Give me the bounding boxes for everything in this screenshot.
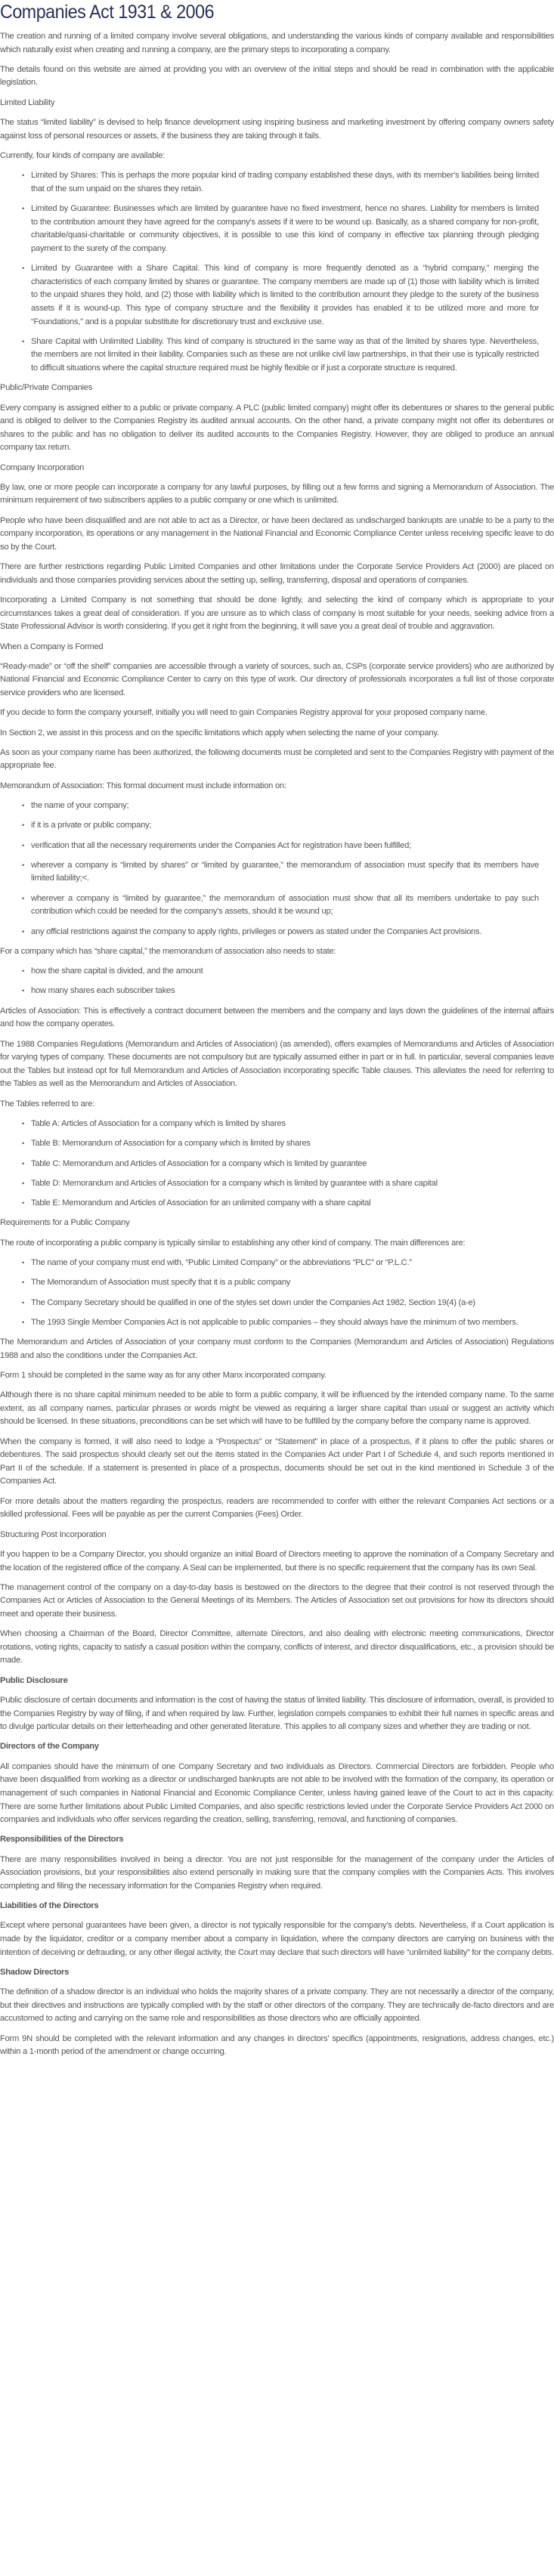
bullet-icon: • [22,967,24,976]
paragraph: Except where personal guarantees have been given, a director is not typically responsible for the company's debts. Nevertheless, if a Court application is made by the liquidator, creditor or a company member about a company in liquidation, where the company directors are carrying on business with the intention of deceiving or defrauding, or any other illegal activity, the Court may declare that such directors will have “unlimited liability” for the company debts. [0,1921,554,1957]
paragraph: The definition of a shadow director is an individual who holds the majority shares of a private company. They are not necessarily a director of the company, but their directives and instructions are typically complied with by the staff or other directors of the company. They are technically de-facto directors and are accustomed to acting and carrying on the same role and responsibilities as those directors who are officially appointed. [0,1987,554,2024]
list-item: • if it is a private or public company; [31,819,554,833]
bullet-icon: • [22,861,24,869]
paragraph: If you decide to form the company yourself, initially you will need to gain Companies Registry approval for your proposed company name. [0,708,487,718]
list-item: • wherever a company is “limited by guarantee,” the memorandum of association must show that all its members undertake to pay such contribution which could be needed for the company's assets, should it be wound up; [22,893,539,917]
public-requirements-list [0,1257,554,1329]
list-item: • wherever a company is “limited by shares” or “limited by guarantee,” the memorandum of association must specify that its members have limited liability;<. [22,860,539,883]
paragraph: Form 9N should be completed with the relevant information and any changes in directors' specifics (appointments, resignations, address changes, etc.) within a 1-month period of the amendment or change occurring. [0,2033,554,2057]
paragraph: If you happen to be a Company Director, you should organize an initial Board of Directors meeting to approve the nomination of a Company Secretary and the location of the registered office of the company. A Seal can be implemented, but there is no specific requirement that the company has its own Seal. [0,1549,554,1573]
bullet-icon: • [22,264,24,273]
section-heading-formed: When a Company is Formed [0,642,104,651]
paragraph: When the company is formed, it will also need to lodge a “Prospectus” or “Statement” in place of a prospectus, if it plans to offer the public shares or debentures. The said prospectus should clearly set out the items stated in the Companies Act under Part I of Schedule 4, and such reports mentioned in Part II of the schedule. If a statement is presented in place of a prospectus, documents should be set out in the kind mentioned in Schedule 3 of the Companies Act. [0,1436,554,1486]
paragraph: Incorporating a Limited Company is not something that should be done lightly, and selecting the kind of company which is appropriate to your circumstances takes a great deal of consideration. If you are unsure as to which class of company is most suitable for your needs, seeking advice from a State Professional Advisor is worth considering. If you get it right from the beginning, it will save you a great deal of trouble and aggravation. [0,595,554,632]
section-heading-shadow-directors: Shadow Directors [0,1967,70,1977]
paragraph: All companies should have the minimum of one Company Secretary and two individuals as Directors. Commercial Directors are forbidden. People who have been disqualified from working as a director or undischarged bankrupts are not able to be involved with the formation of the company, its operation or management of such companies in National Financial and Economic Compliance Center, unless having gained leave of the Court to act in this capacity. There are some further limitations about Public Limited Companies, and also specific restrictions levied under the Corporate Service Providers Act 2000 on companies and individuals who offer services regarding the creation, selling, transferring, removal, and functioning of companies. [0,1761,554,1825]
paragraph: For more details about the matters regarding the prospectus, readers are recommended to confer with either the relevant Companies Act sections or a skilled professional. Fees will be payable as per the current Companies (Fees) Order. [0,1496,554,1520]
paragraph: There are further restrictions regarding Public Limited Companies and other limitations under the Corporate Service Providers Act (2000) are placed on individuals and those companies providing services about the setting up, selling, transferring, disposal and operations of companies. [0,562,554,585]
paragraph: Form 1 should be completed in the same way as for any other Manx incorporated company. [0,1370,327,1380]
section-heading-limited-liability: Limited Liability [0,97,55,107]
list-item: • any official restrictions against the company to apply rights, privileges or powers as stated under the Companies Act provisions. [31,926,554,939]
list-item: • Limited by Guarantee with a Share Capital. This kind of company is more frequently denoted as a “hybrid company,” merging the characteristics of each company limited by shares or guarantee. The company members are made up of (1) those with liability which is limited to the unpaid shares they hold, and (2) those with liability which is limited to the contribution amount they pledge to the surety of the business assets if it is wound-up. This type of company structure and the flexibility it provides has enabled it to be utilized more and more for “Foundations,” and is a popular substitute for discretionary trust and exclusive use. [22,264,539,326]
paragraph: For a company which has “share capital,” the memorandum of association also needs to state: [0,946,336,956]
bullet-icon: • [22,172,24,180]
paragraph: Articles of Association: This is effectively a contract document between the members and the company and lays down the guidelines of the internal affairs and how the company operates. [0,1006,554,1029]
list-item: • the name of your company; [31,799,554,813]
paragraph: As soon as your company name has been authorized, the following documents must be completed and sent to the Companies Registry with payment of the appropriate fee. [0,747,554,771]
paragraph: Memorandum of Association: This formal document must include information on: [0,781,286,790]
paragraph: The Tables referred to are: [0,1099,94,1109]
list-item: • Table E: Memorandum and Articles of Association for an unlimited company with a share capital [31,1197,554,1211]
paragraph: Every company is assigned either to a public or private company. A PLC (public limited company) might offer its debentures or shares to the general public and is obliged to deliver to the Companies Registry its audited annual accounts. On the other hand, a private company might not offer its debentures or shares to the public and has no obligation to deliver its audited accounts to the Companies Registry. However, they are obliged to produce an annual company tax return. [0,403,554,453]
bullet-icon: • [22,1298,24,1307]
list-item: • how many shares each subscriber takes [31,985,554,998]
bullet-icon: • [22,1179,24,1187]
paragraph: The Memorandum and Articles of Association of your company must conform to the Companies (Memorandum and Articles of Association) Regulations 1988 and also the conditions under the Companies Act. [0,1337,554,1360]
tables-list [0,1118,554,1211]
bullet-icon: • [22,205,24,213]
list-item: • Table A: Articles of Association for a company which is limited by shares [31,1118,554,1131]
bullet-icon: • [22,927,24,935]
section-heading-incorporation: Company Incorporation [0,462,85,472]
intro-paragraph: The details found on this website are aimed at providing you with an overview of the initial steps and should be read in combination with the applicable legislation. [0,64,554,88]
section-heading-directors: Directors of the Company [0,1742,99,1752]
bullet-icon: • [22,337,24,345]
section-heading-responsibilities: Responsibilities of the Directors [0,1835,124,1845]
list-item: • The Company Secretary should be qualified in one of the styles set down under the Companies Act 1982, Section 19(4) (a-e) [31,1297,554,1310]
paragraph: There are many responsibilities involved in being a director. You are not just responsible for the management of the company under the Articles of Association provisions, but your responsibilities also extend personally in making sure that the company complies with the Companies Acts. This involves completing and filing the necessary information for the Companies Registry when required. [0,1854,554,1891]
list-item: • Table B: Memorandum of Association for a company which is limited by shares [31,1137,554,1151]
paragraph: The management control of the company on a day-to-day basis is bestowed on the directors to the degree that their control is not reserved through the Companies Act or Articles of Association to the General Meetings of its Members. The Articles of Association set out provisions for how its directors should meet and operate their business. [0,1582,554,1619]
paragraph: When choosing a Chairman of the Board, Director Committee, alternate Directors, and also dealing with electronic meeting communications, Director rotations, voting rights, capacity to satisfy a casual position within the company, conflicts of interest, and director disqualifications, etc., a provision should be made. [0,1629,554,1665]
bullet-icon: • [22,1258,24,1266]
paragraph: Currently, four kinds of company are available: [0,150,166,160]
list-item: • Limited by Shares: This is perhaps the more popular kind of trading company established these days, with its member's liabilities being limited that of the sum unpaid on the shares they retain. [22,171,539,193]
bullet-icon: • [22,1119,24,1127]
paragraph: Although there is no share capital minimum needed to be able to form a public company, it will be influenced by the intended company name. To the same extent, as all company names, particular phrases or words might be viewed as requiring a larger share capital than usual or suggest an activity which should be licensed. In these situations, preconditions can be set which will have to be fulfilled by the company before the company name is approved. [0,1390,554,1427]
list-item: • The 1993 Single Member Companies Act is not applicable to public companies – they should always have the minimum of two members. [31,1316,554,1330]
section-heading-public-requirements: Requirements for a Public Company [0,1218,130,1228]
list-item: • how the share capital is divided, and the amount [31,965,554,979]
intro-paragraph: The creation and running of a limited company involve several obligations, and understanding the various kinds of company available and responsibilities which naturally exist when creating and running a company, are the primary steps to incorporating a company. [0,32,554,54]
bullet-icon: • [22,841,24,849]
section-heading-public-disclosure: Public Disclosure [0,1675,68,1685]
paragraph: By law, one or more people can incorporate a company for any lawful purposes, by filling out a few forms and signing a Memorandum of Association. The minimum requirement of two subscribers applies to a public company or one which is unlimited. [0,482,554,506]
bullet-icon: • [22,802,24,810]
share-capital-list [0,965,554,998]
bullet-icon: • [22,1140,24,1148]
bullet-icon: • [22,1159,24,1167]
list-item: • Share Capital with Unlimited Liability. This kind of company is structured in the same way as that of the limited by shares type. Nevertheless, the members are not limited in their liability. Companies such as these are not unlike civil law partnerships, in that their use is typically restricted to difficult situations where the capital structure required must be highly flexible or if just a corporate structure is required. [22,336,539,373]
paragraph: Public disclosure of certain documents and information is the cost of having the status of limited liability. This disclosure of information, overall, is provided to the Companies Registry by way of filing, if and when required by law. Further, legislation compels companies to exhibit their full names in specific areas and to divulge particular details on their letterheading and other generated literature. This applies to all company sizes and whether they are trading or not. [0,1696,554,1732]
list-item: • Table D: Memorandum and Articles of Association for a company which is limited by guarantee with a share capital [31,1177,554,1191]
company-kinds-list [0,169,554,375]
bullet-icon: • [22,1199,24,1208]
paragraph: The status “limited liability” is devised to help finance development using inspiring business and marketing investment by offering company owners safety against loss of personal resources or assets, if the business they are taking through it fails. [0,118,554,141]
list-item: • verification that all the necessary requirements under the Companies Act for registration have been fulfilled; [31,840,554,853]
section-heading-public-private: Public/Private Companies [0,383,93,393]
paragraph: The 1988 Companies Regulations (Memorandum and Articles of Association) (as amended), offers examples of Memorandums and Articles of Association for varying types of company. These documents are not compulsory but are typically assumed either in part or in full. In particular, several companies leave out the Tables but instead opt for full Memorandum and Articles of Association incorporating specific Table clauses. This alleviates the need for referring to the Tables as well as the Memorandum and Articles of Association. [0,1039,554,1089]
section-heading-liabilities: Liabilities of the Directors [0,1901,99,1911]
paragraph: “Ready-made” or “off the shelf” companies are accessible through a variety of sources, such as, CSPs (corporate service providers) who are authorized by National Financial and Economic Compliance Center to carry on this type of work. Our directory of professionals incorporates a full list of those corporate service providers who are licensed. [0,661,554,698]
section-heading-post-incorporation: Structuring Post Incorporation [0,1529,107,1539]
bullet-icon: • [22,894,24,902]
list-item: • Table C: Memorandum and Articles of Association for a company which is limited by guarantee [31,1158,554,1171]
page-title: Companies Act 1931 & 2006 [0,2,215,23]
list-item: • Limited by Guarantee: Businesses which are limited by guarantee have no fixed investment, hence no shares. Liability for members is limited to the contribution amount they have agreed for the company's assets if it were to be wound up. Basically, as a shared company for non-profit, charitable/quasi-charitable or community objectives, it is possible to use this kind of company in effective tax planning through pledging payment to the surety of the company. [22,204,539,253]
bullet-icon: • [22,1318,24,1326]
paragraph: People who have been disqualified and are not able to act as a Director, or have been declared as undischarged bankrupts are unable to be a party to the company incorporation, its operations or any management in the National Financial and Economic Compliance Center unless receiving specific leave to do so by the Court. [0,515,554,552]
paragraph: In Section 2, we assist in this process and on the specific limitations which apply when selecting the name of your company. [0,728,439,738]
list-item: • The name of your company must end with, “Public Limited Company” or the abbreviations “PLC” or “P.L.C.” [31,1257,554,1270]
bullet-icon: • [22,821,24,830]
list-item: • The Memorandum of Association must specify that it is a public company [31,1276,554,1290]
paragraph: The route of incorporating a public company is typically similar to establishing any other kind of company. The main differences are: [0,1238,466,1248]
bullet-icon: • [22,1279,24,1287]
bullet-icon: • [22,987,24,995]
memorandum-list [0,799,554,939]
